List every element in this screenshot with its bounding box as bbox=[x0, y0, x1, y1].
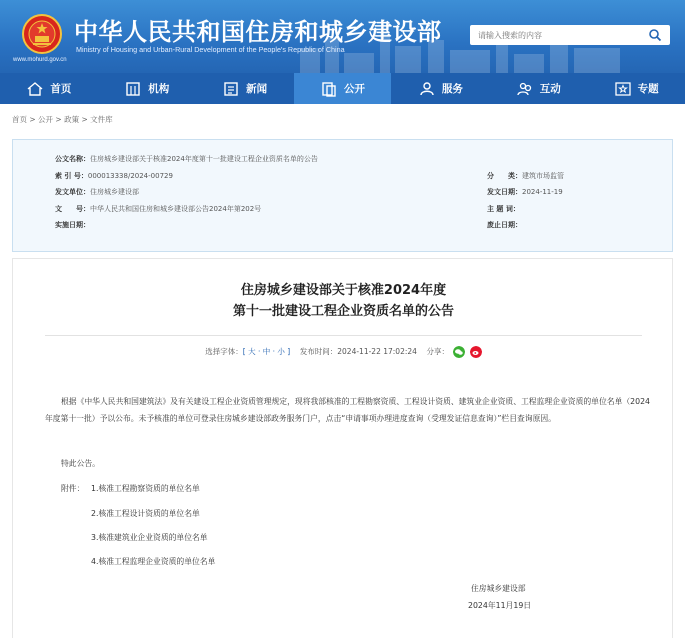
nav-label: 专题 bbox=[637, 83, 659, 95]
wechat-share-icon[interactable] bbox=[453, 346, 465, 358]
meta-doc-number: 文 号：中华人民共和国住房和城乡建设部公告2024年第202号 bbox=[55, 205, 262, 213]
nav-news[interactable] bbox=[196, 73, 294, 104]
article-title-line1: 住房城乡建设部关于核准2024年度 bbox=[240, 283, 447, 298]
share-label: 分享： bbox=[426, 347, 449, 356]
search-icon[interactable] bbox=[648, 28, 662, 42]
article-title-line2: 第十一批建设工程企业资质名单的公告 bbox=[232, 304, 454, 319]
meta-implement-date: 实施日期： bbox=[55, 221, 90, 229]
nav-label: 互动 bbox=[539, 83, 561, 95]
document-icon bbox=[320, 80, 338, 98]
search-input[interactable] bbox=[478, 28, 638, 42]
meta-category: 分 类：建筑市场监管 bbox=[487, 172, 564, 180]
site-title-en: Ministry of Housing and Urban-Rural Development of the People's Republic of China bbox=[76, 45, 345, 54]
meta-issue-date: 发文日期：2024-11-19 bbox=[487, 188, 563, 196]
attachment-link-4[interactable]: 4.核准工程监理企业资质的单位名单 bbox=[91, 557, 216, 566]
article-info bbox=[13, 346, 674, 358]
star-icon bbox=[614, 80, 632, 98]
nav-interaction[interactable] bbox=[489, 73, 587, 104]
signature: 住房城乡建设部 bbox=[471, 584, 526, 593]
attachment-link-1[interactable]: 1.核准工程勘察资质的单位名单 bbox=[91, 484, 200, 493]
title-divider bbox=[45, 335, 642, 336]
nav-label: 新闻 bbox=[246, 83, 268, 95]
meta-doc-title: 公文名称：住房城乡建设部关于核准2024年度第十一批建设工程企业资质名单的公告 bbox=[55, 155, 318, 163]
nav-label: 首页 bbox=[50, 83, 72, 95]
weibo-share-icon[interactable] bbox=[470, 346, 482, 358]
attachments-label: 附件： bbox=[61, 484, 85, 493]
publish-time: 2024-11-22 17:02:24 bbox=[337, 347, 417, 356]
article-body: 根据《中华人民共和国建筑法》及有关建设工程企业资质管理规定，现将我部核准的工程勘察资质、工程设计资质、建筑业企业资质、工程监理企业资质的单位名单（2024年度第十一批）予以公布。未予核准的单位可登录住房城乡建设部政务服务门户，点击“申请事项办理进度查询（受理发证信息查询）”栏目查询原因。 bbox=[45, 397, 651, 423]
document-metadata bbox=[12, 139, 673, 252]
service-icon bbox=[418, 80, 436, 98]
nav-home[interactable] bbox=[0, 73, 98, 104]
main-nav bbox=[0, 73, 685, 104]
news-icon bbox=[222, 80, 240, 98]
meta-topic: 主 题 词： bbox=[487, 205, 520, 213]
sign-date: 2024年11月19日 bbox=[468, 601, 532, 610]
home-icon bbox=[26, 80, 44, 98]
publish-label: 发布时间： bbox=[299, 347, 338, 356]
meta-issuer: 发文单位：住房城乡建设部 bbox=[55, 188, 139, 196]
meta-index-number: 索 引 号：000013338/2024-00729 bbox=[55, 172, 173, 180]
font-size-switch[interactable]: [ 大 · 中 · 小 ] bbox=[242, 347, 291, 356]
national-emblem-icon[interactable] bbox=[22, 14, 62, 54]
attachment-link-2[interactable]: 2.核准工程设计资质的单位名单 bbox=[91, 509, 200, 518]
site-url: www.mohurd.gov.cn bbox=[13, 57, 67, 63]
site-title[interactable]: 中华人民共和国住房和城乡建设部 bbox=[74, 18, 442, 46]
breadcrumb[interactable]: 首页 > 公开 > 政策 > 文件库 bbox=[12, 115, 113, 124]
building-icon bbox=[124, 80, 142, 98]
site-header bbox=[0, 0, 685, 73]
nav-label: 服务 bbox=[441, 83, 463, 95]
meta-expire-date: 废止日期： bbox=[487, 221, 522, 229]
chat-icon bbox=[516, 80, 534, 98]
nav-service[interactable] bbox=[391, 73, 489, 104]
font-size-label: 选择字体： bbox=[205, 347, 243, 356]
article-card bbox=[12, 258, 673, 638]
nav-label: 机构 bbox=[148, 83, 170, 95]
attachment-link-3[interactable]: 3.核准建筑业企业资质的单位名单 bbox=[91, 533, 208, 542]
nav-institution[interactable] bbox=[98, 73, 196, 104]
nav-label: 公开 bbox=[344, 83, 365, 95]
nav-public[interactable] bbox=[294, 73, 392, 104]
search-box bbox=[470, 25, 670, 45]
nav-topic[interactable] bbox=[587, 73, 685, 104]
article-notice: 特此公告。 bbox=[61, 459, 100, 468]
